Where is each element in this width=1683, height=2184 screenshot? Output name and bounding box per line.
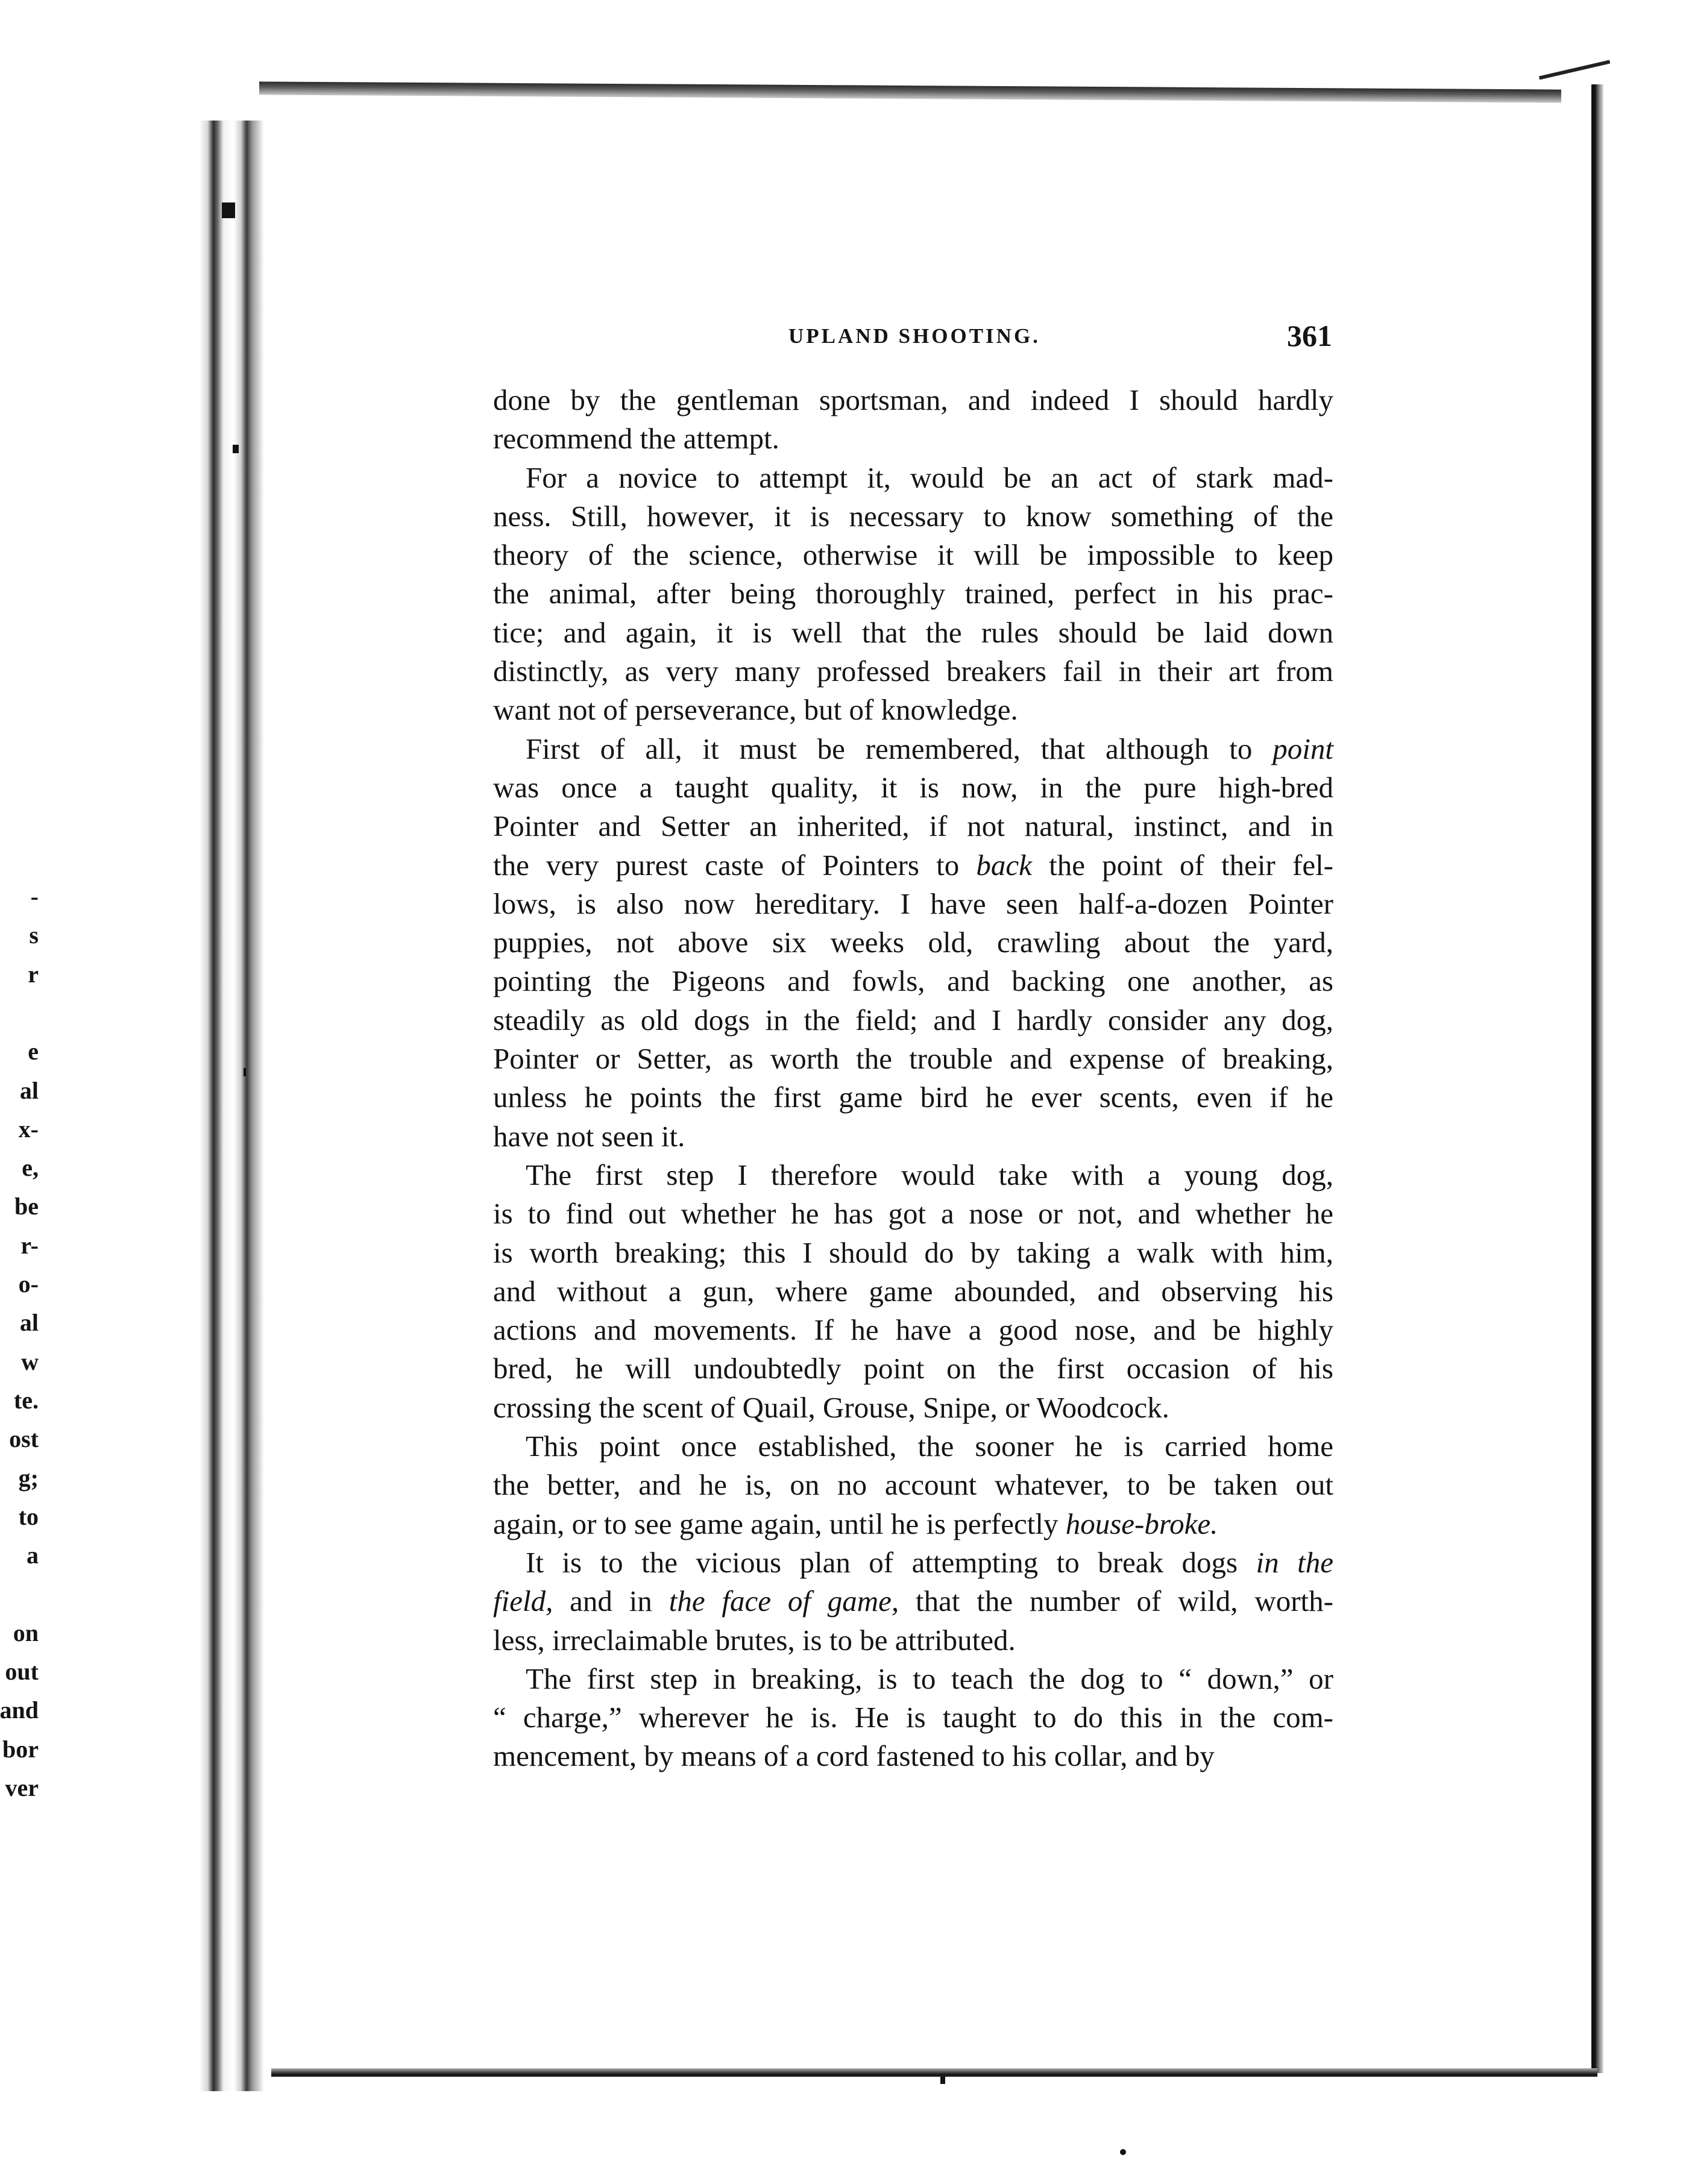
facing-page-fragment: al	[19, 1309, 39, 1337]
text-line: is worth breaking; this I should do by taking a walk with him,	[493, 1235, 1333, 1269]
text-line: and without a gun, where game abounded, and observing his	[493, 1274, 1333, 1308]
text-line: have not seen it.	[493, 1119, 685, 1153]
paragraph	[493, 459, 1333, 730]
facing-page-fragment: s	[29, 921, 39, 949]
paragraph	[493, 381, 1333, 459]
facing-page-fragment: ver	[5, 1774, 39, 1801]
scan-speck	[940, 2077, 945, 2084]
facing-page-fragment: al	[19, 1076, 39, 1104]
scan-speck	[233, 445, 239, 453]
facing-page-fragment: e,	[22, 1154, 39, 1182]
text-line: The first step in breaking, is to teach the dog to “ down,” or	[526, 1662, 1333, 1695]
text-line: recommend the attempt.	[493, 422, 779, 456]
paragraph	[493, 730, 1333, 1156]
text-line: This point once established, the sooner he is carried home	[526, 1429, 1333, 1463]
facing-page-fragment: bor	[2, 1735, 39, 1763]
right-page-edge	[1591, 84, 1603, 2073]
text-line: the animal, after being thoroughly trained, perfect in his prac-	[493, 577, 1333, 610]
text-line: less, irreclaimable brutes, is to be attributed.	[493, 1623, 1016, 1657]
facing-page-fragment: r	[28, 960, 39, 988]
facing-page-fragment: and	[0, 1696, 39, 1724]
text-line: For a novice to attempt it, would be an act of stark mad-	[526, 460, 1333, 494]
facing-page-fragment: g;	[18, 1464, 39, 1492]
facing-page-fragment: x-	[18, 1115, 39, 1143]
facing-page-fragment: on	[13, 1619, 39, 1646]
text-line: field, and in the face of game, that the number of wild, worth-	[493, 1584, 1333, 1618]
page-number: 361	[1287, 319, 1332, 353]
text-line: ness. Still, however, it is necessary to know something of the	[493, 499, 1333, 533]
text-line: again, or to see game again, until he is perfectly house-broke.	[493, 1507, 1218, 1540]
facing-page-fragment: to	[18, 1502, 39, 1530]
paragraph	[493, 1156, 1333, 1427]
scan-speck	[1120, 2149, 1126, 2155]
bottom-page-edge	[265, 2068, 1597, 2077]
text-line: mencement, by means of a cord fastened to his collar, and by	[493, 1739, 1215, 1773]
text-line: pointing the Pigeons and fowls, and backing one another, as	[493, 964, 1333, 998]
text-line: bred, he will undoubtedly point on the first occasion of his	[493, 1352, 1333, 1385]
text-line: The first step I therefore would take with a young dog,	[526, 1158, 1333, 1191]
book-gutter-shadow	[199, 121, 271, 2091]
text-line: tice; and again, it is well that the rules should be laid down	[493, 615, 1333, 649]
text-line: is to find out whether he has got a nose or not, and whether he	[493, 1197, 1333, 1231]
facing-page-fragment: a	[27, 1542, 39, 1569]
scan-speck	[244, 1068, 246, 1076]
text-line: done by the gentleman sportsman, and indeed I should hardly	[493, 383, 1333, 416]
facing-page-fragment: ‑	[30, 883, 39, 910]
facing-page-fragment: out	[5, 1658, 39, 1685]
text-line: steadily as old dogs in the field; and I hardly consider any dog,	[493, 1003, 1333, 1037]
text-line: Pointer and Setter an inherited, if not natural, instinct, and in	[493, 809, 1333, 843]
text-line: It is to the vicious plan of attempting to break dogs in the	[526, 1545, 1333, 1579]
text-line: distinctly, as very many professed breakers fail in their art from	[493, 654, 1333, 688]
text-line: crossing the scent of Quail, Grouse, Snipe, or Woodcock.	[493, 1390, 1169, 1424]
facing-page-fragment: te.	[13, 1386, 39, 1414]
paragraph	[493, 1427, 1333, 1543]
text-line: was once a taught quality, it is now, in the pure high-bred	[493, 770, 1333, 804]
text-line: First of all, it must be remembered, that although to point	[526, 732, 1333, 765]
text-line: puppies, not above six weeks old, crawling about the yard,	[493, 926, 1333, 959]
text-line: lows, is also now hereditary. I have seen half-a-dozen Pointer	[493, 886, 1333, 920]
text-line: want not of perseverance, but of knowledge.	[493, 693, 1018, 727]
facing-page-fragment: e	[28, 1038, 39, 1065]
facing-page-fragment: ost	[9, 1425, 39, 1453]
paragraph	[493, 1543, 1333, 1660]
text-line: “ charge,” wherever he is. He is taught to do this in the com-	[493, 1701, 1333, 1734]
scan-speck	[222, 202, 235, 218]
text-line: actions and movements. If he have a good nose, and be highly	[493, 1313, 1333, 1347]
text-line: Pointer or Setter, as worth the trouble and expense of breaking,	[493, 1042, 1333, 1076]
facing-page-fragment: be	[14, 1193, 39, 1220]
text-line: the very purest caste of Pointers to back the point of their fel-	[493, 848, 1333, 882]
text-line: the better, and he is, on no account whatever, to be taken out	[493, 1468, 1333, 1502]
paragraph	[493, 1660, 1333, 1776]
facing-page-fragment: w	[21, 1348, 39, 1375]
running-head: UPLAND SHOOTING.	[788, 324, 1040, 348]
facing-page-fragment: o-	[18, 1270, 39, 1298]
text-line: theory of the science, otherwise it will be impossible to keep	[493, 538, 1333, 572]
text-line: unless he points the first game bird he ever scents, even if he	[493, 1081, 1333, 1114]
page-header	[494, 318, 1333, 354]
body-text	[493, 381, 1333, 1776]
facing-page-fragment: r-	[20, 1231, 39, 1259]
